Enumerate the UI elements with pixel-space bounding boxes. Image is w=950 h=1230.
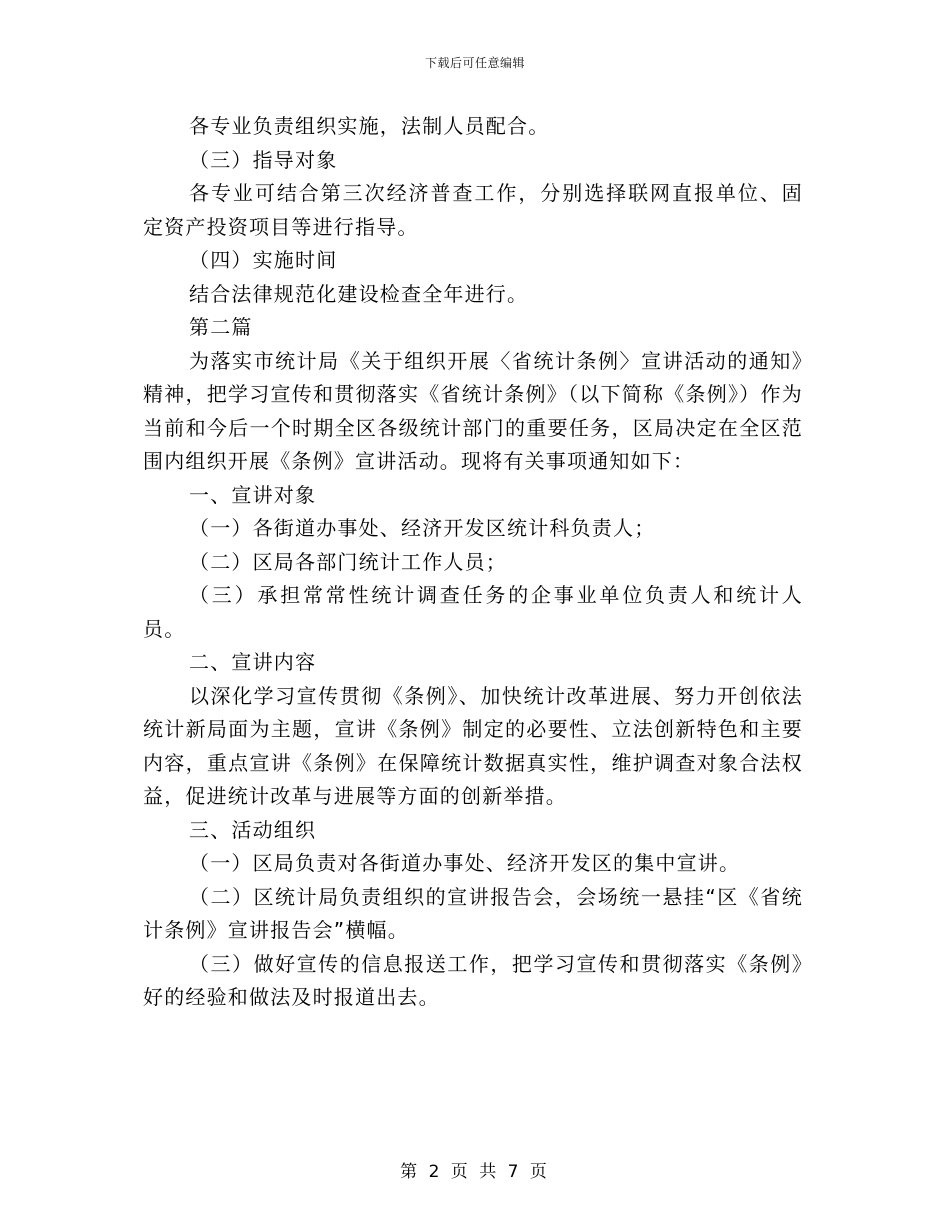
document-body xyxy=(143,110,803,1015)
paragraph: 各专业负责组织实施，法制人员配合。 xyxy=(189,114,550,138)
list-item: （三）做好宣传的信息报送工作，把学习宣传和贯彻落实《条例》好的经验和做法及时报道出去。 xyxy=(143,951,803,1009)
page-header: 下载后可任意编辑 xyxy=(424,56,525,70)
paragraph: 各专业可结合第三次经济普查工作，分别选择联网直报单位、固定资产投资项目等进行指导。 xyxy=(143,181,803,239)
list-item: （二）区局各部门统计工作人员； xyxy=(189,549,507,574)
list-item: （三）承担常常性统计调查任务的企事业单位负责人和统计人员。 xyxy=(143,583,803,641)
section-heading: （三）指导对象 xyxy=(189,147,338,172)
chapter-heading: 第二篇 xyxy=(189,315,253,339)
list-item: （一）各街道办事处、经济开发区统计科负责人； xyxy=(189,516,656,540)
section-heading: 一、宣讲对象 xyxy=(189,482,317,507)
paragraph: 为落实市统计局《关于组织开展〈省统计条例〉宣讲活动的通知》精神，把学习宣传和贯彻落实《省统计条例》（以下简称《条例》）作为当前和今后一个时期全区各级统计部门的重要任务，区局决定在全区范围内组织开展《条例》宣讲活动。现将有关事项通知如下： xyxy=(143,348,803,473)
section-heading: 三、活动组织 xyxy=(189,817,317,842)
paragraph: 以深化学习宣传贯彻《条例》、加快统计改革进展、努力开创依法统计新局面为主题，宣讲《条例》制定的必要性、立法创新特色和主要内容，重点宣讲《条例》在保障统计数据真实性，维护调查对象合法权益，促进统计改革与进展等方面的创新举措。 xyxy=(143,683,803,808)
list-item: （二）区统计局负责组织的宣讲报告会，会场统一悬挂“区《省统计条例》宣讲报告会”横幅。 xyxy=(143,884,803,942)
page-footer: 第 2 页 共 7 页 xyxy=(400,1162,550,1182)
section-heading: 二、宣讲内容 xyxy=(189,650,317,674)
list-item: （一）区局负责对各街道办事处、经济开发区的集中宣讲。 xyxy=(189,851,741,875)
section-heading: （四）实施时间 xyxy=(189,248,338,272)
paragraph: 结合法律规范化建设检查全年进行。 xyxy=(189,281,529,306)
